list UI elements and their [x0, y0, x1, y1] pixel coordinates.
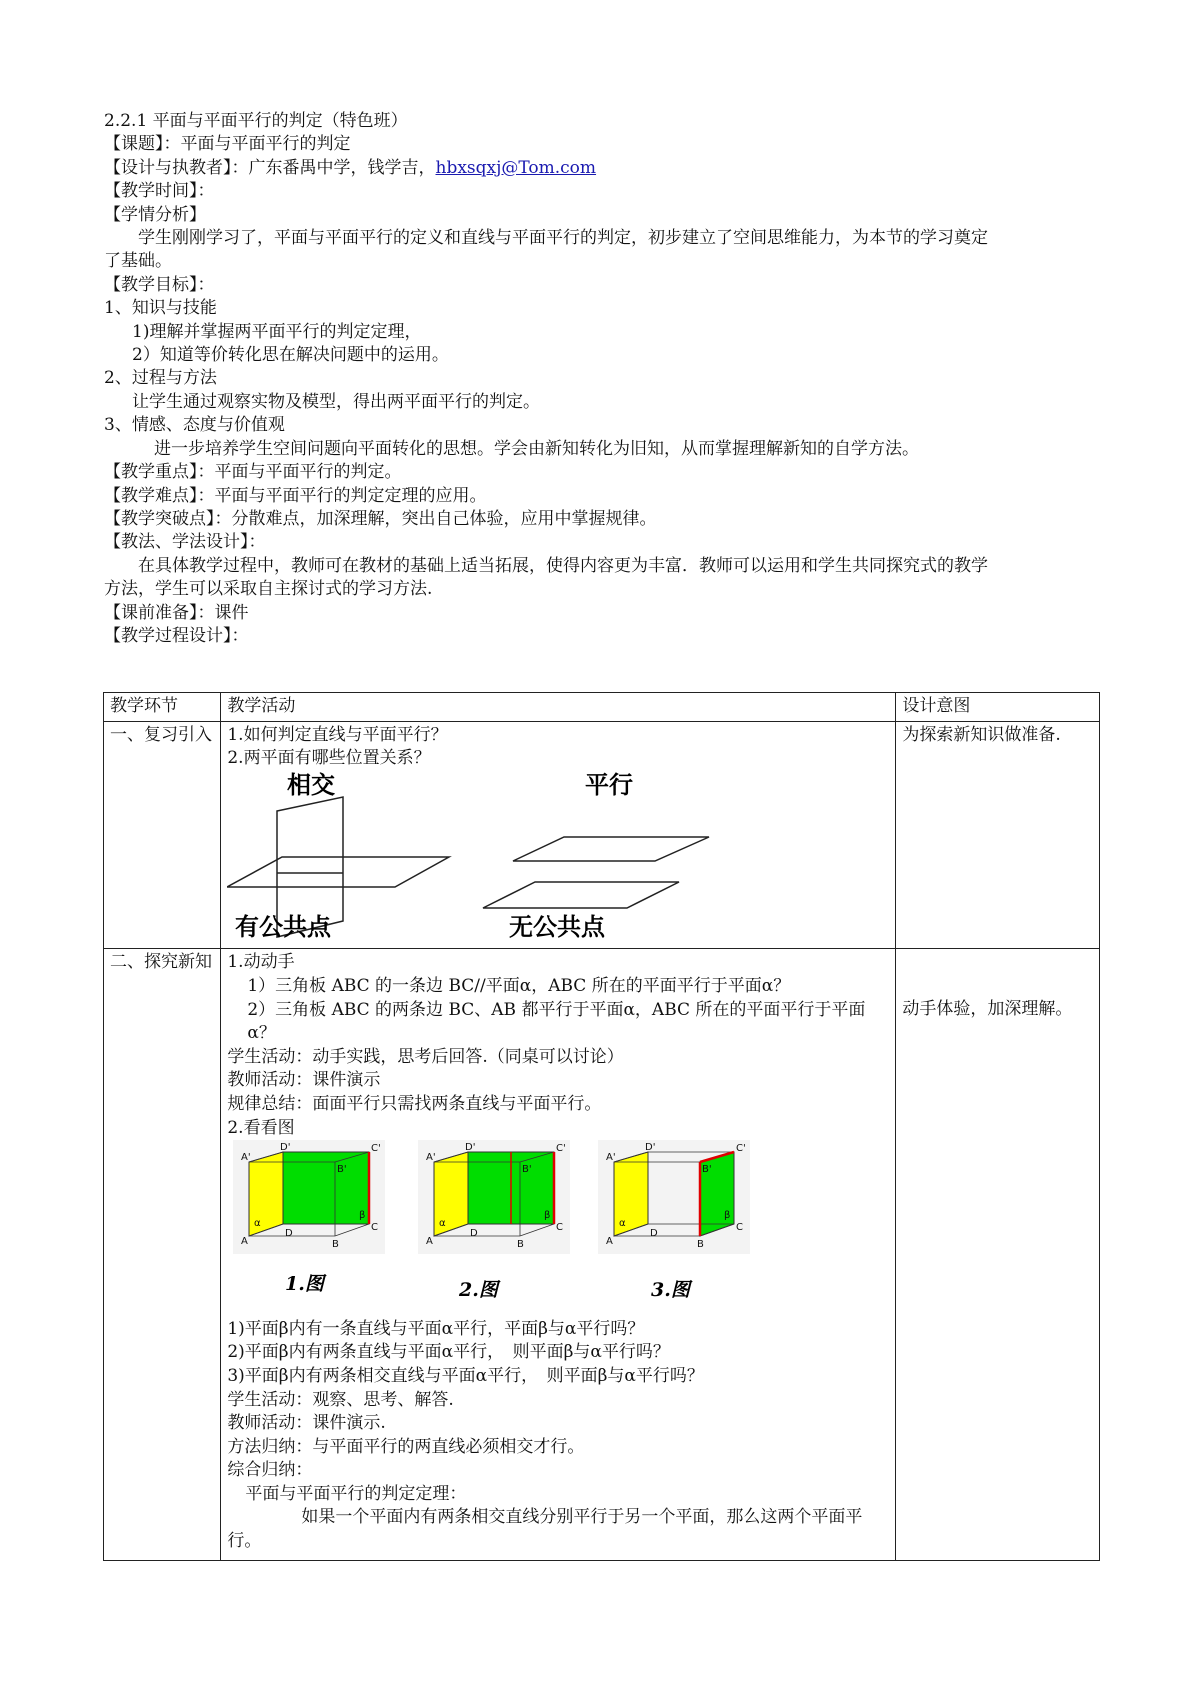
- explore-q1: 1)平面β内有一条直线与平面α平行，平面β与α平行吗？: [227, 1318, 645, 1339]
- table-row-review: [104, 721, 1100, 949]
- caption-1: 1.图: [285, 1273, 325, 1296]
- explore-s2: 2.看看图: [227, 1117, 295, 1138]
- label-beta: β: [544, 1210, 551, 1222]
- upper-parallel-plane: [513, 837, 709, 861]
- label-intersect: 相交: [287, 770, 336, 799]
- beta-plane: [283, 1152, 369, 1224]
- explore-s1b: 2）三角板 ABC 的两条边 BC、AB 都平行于平面α，ABC 所在的平面平行于平面α？: [247, 999, 866, 1044]
- review-q1: 1.如何判定直线与平面平行？: [227, 724, 448, 745]
- label-parallel: 平行: [585, 770, 634, 799]
- table-row-explore: [104, 949, 1100, 1561]
- time-line: 【教学时间】：: [104, 181, 215, 202]
- intent-explore: [896, 949, 1100, 1561]
- label-alpha: α: [254, 1218, 261, 1230]
- analysis-title: 【学情分析】: [104, 204, 206, 225]
- label-a: A: [241, 1236, 249, 1248]
- label-a: A: [606, 1236, 614, 1248]
- explore-rule: 规律总结：面面平行只需找两条直线与平面平行。: [227, 1093, 602, 1114]
- label-a1: A': [241, 1152, 251, 1164]
- analysis-text: 学生刚刚学习了，平面与平面平行的定义和直线与平面平行的判定，初步建立了空间思维能力，为本节的学习奠定了基础。: [104, 228, 988, 272]
- label-d1: D': [280, 1142, 291, 1154]
- activity-explore: [221, 949, 896, 1561]
- label-d1: D': [465, 1142, 476, 1154]
- process-title: 【教学过程设计】：: [104, 625, 249, 646]
- label-c1: C': [736, 1143, 747, 1155]
- label-d1: D': [645, 1142, 656, 1154]
- explore-method: 方法归纳：与平面平行的两直线必须相交才行。: [227, 1436, 585, 1457]
- plane-relations-figure: [227, 771, 747, 939]
- header-intent: 设计意图: [896, 693, 1100, 722]
- lower-parallel-plane: [483, 882, 679, 908]
- goals-title: 【教学目标】：: [104, 274, 215, 295]
- activity-review: [221, 721, 896, 949]
- explore-teacher2: 教师活动：课件演示.: [227, 1413, 386, 1434]
- header-activity: 教学活动: [221, 693, 896, 722]
- figure-1: [233, 1140, 385, 1254]
- figure-2: [418, 1140, 570, 1254]
- label-c1: C': [556, 1143, 567, 1155]
- caption-2: 2.图: [459, 1279, 499, 1302]
- theorem-title: 平面与平面平行的判定定理：: [245, 1483, 467, 1504]
- label-d: D: [285, 1228, 294, 1240]
- explore-summary: 综合归纳：: [227, 1460, 313, 1481]
- lesson-header: [104, 110, 1100, 648]
- key-point: 【教学重点】：平面与平面平行的判定。: [104, 462, 402, 483]
- label-c: C: [556, 1222, 564, 1234]
- label-a: A: [426, 1236, 434, 1248]
- goal3-text: 进一步培养学生空间问题向平面转化的思想。学会由新知转化为旧知，从而掌握理解新知的自学方法。: [154, 438, 919, 459]
- intent-review: 为探索新知识做准备.: [896, 721, 1100, 949]
- email-link[interactable]: hbxsqxj@Tom.com: [435, 157, 597, 178]
- goal3-title: 3、情感、态度与价值观: [104, 415, 285, 436]
- label-b1: B': [702, 1164, 712, 1176]
- label-no-common-point: 无公共点: [509, 912, 606, 939]
- difficulty-point: 【教学难点】：平面与平面平行的判定定理的应用。: [104, 485, 487, 506]
- method-text: 在具体教学过程中，教师可在教材的基础上适当拓展，使得内容更为丰富．教师可以运用和学生共同探究式的教学方法，学生可以采取自主探讨式的学习方法.: [104, 555, 988, 600]
- label-c: C: [736, 1222, 744, 1234]
- label-b: B: [517, 1239, 525, 1251]
- explore-teacher1: 教师活动：课件演示: [227, 1070, 381, 1091]
- caption-3: 3.图: [651, 1279, 691, 1302]
- breakthrough-point: 【教学突破点】：分散难点，加深理解，突出自己体验，应用中掌握规律。: [104, 508, 657, 529]
- label-alpha: α: [439, 1218, 446, 1230]
- review-q2: 2.两平面有哪些位置关系？: [227, 748, 431, 769]
- explore-student2: 学生活动：观察、思考、解答.: [227, 1389, 454, 1410]
- label-b: B: [332, 1239, 340, 1251]
- header-stage: 教学环节: [104, 693, 221, 722]
- goal2-text: 让学生通过观察实物及模型，得出两平面平行的判定。: [132, 391, 540, 412]
- designer-line: [104, 157, 1100, 180]
- label-b1: B': [337, 1164, 347, 1176]
- explore-q2: 2)平面β内有两条直线与平面α平行， 则平面β与α平行吗？: [227, 1342, 670, 1363]
- goal1-a: 1)理解并掌握两平面平行的判定定理，: [132, 321, 422, 342]
- goal2-title: 2、过程与方法: [104, 368, 217, 389]
- label-c1: C': [371, 1143, 382, 1155]
- topic-line: 【课题】：平面与平面平行的判定: [104, 134, 351, 155]
- doc-title: 2.2.1 平面与平面平行的判定（特色班）: [104, 111, 408, 131]
- explore-q3: 3)平面β内有两条相交直线与平面α平行， 则平面β与α平行吗？: [227, 1365, 704, 1386]
- label-d: D: [470, 1228, 479, 1240]
- label-alpha: α: [619, 1218, 626, 1230]
- label-beta: β: [724, 1210, 731, 1222]
- table-header-row: [104, 693, 1100, 722]
- goal1-b: 2）知道等价转化思在解决问题中的运用。: [132, 345, 449, 366]
- figure-3: [598, 1140, 750, 1254]
- label-beta: β: [359, 1210, 366, 1222]
- goal1-title: 1、知识与技能: [104, 298, 217, 319]
- intent-explore-text: 动手体验，加深理解。: [902, 999, 1073, 1020]
- label-a1: A': [426, 1152, 436, 1164]
- label-b: B: [697, 1239, 705, 1251]
- method-title: 【教法、学法设计】：: [104, 532, 266, 553]
- horizontal-plane: [227, 857, 449, 887]
- explore-student1: 学生活动：动手实践，思考后回答.（同桌可以讨论）: [227, 1046, 624, 1067]
- label-c: C: [371, 1222, 379, 1234]
- label-d: D: [650, 1228, 659, 1240]
- designer-text: 【设计与执教者】：广东番禺中学，钱学吉，: [104, 157, 436, 178]
- process-table: [103, 692, 1100, 1561]
- theorem-text: 如果一个平面内有两条相交直线分别平行于另一个平面，那么这两个平面平行。: [227, 1507, 863, 1552]
- explore-s1a: 1）三角板 ABC 的一条边 BC//平面α，ABC 所在的平面平行于平面α？: [247, 975, 791, 996]
- label-b1: B': [522, 1164, 532, 1176]
- stage-review: 一、复习引入: [104, 721, 221, 949]
- prep-line: 【课前准备】：课件: [104, 602, 249, 623]
- label-common-point: 有公共点: [235, 912, 332, 939]
- prism-figures: [227, 1140, 877, 1310]
- stage-explore: 二、探究新知: [104, 949, 221, 1561]
- explore-s1: 1.动动手: [227, 952, 295, 973]
- label-a1: A': [606, 1152, 616, 1164]
